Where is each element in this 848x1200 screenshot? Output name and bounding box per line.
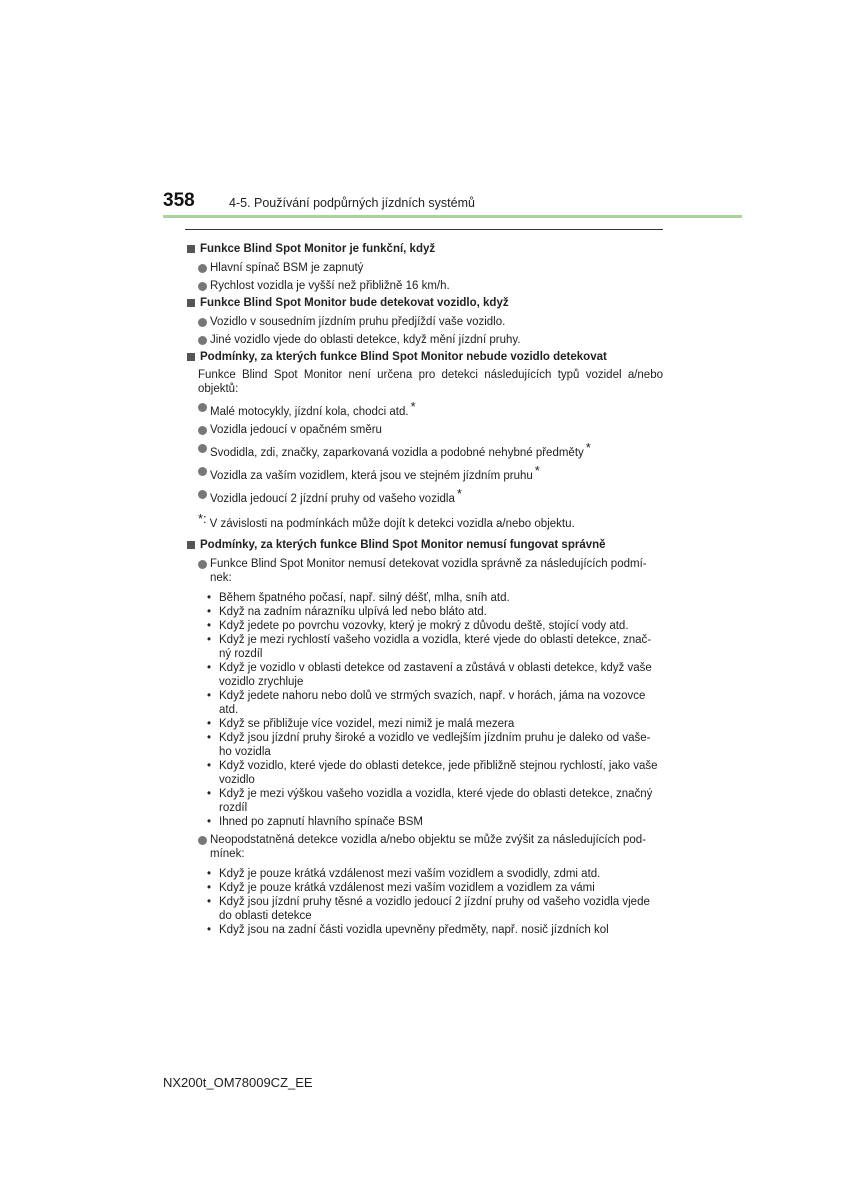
sub-list [185,867,663,937]
circle-bullet-icon [198,426,207,435]
dot-icon: • [207,896,212,908]
list-item: Vozidla jedoucí 2 jízdní pruhy od vašeho vozidla * [198,487,663,506]
dot-icon: • [207,690,212,702]
section-title: 4-5. Používání podpůrných jízdních systémů [229,196,475,210]
sub-list-item: • Když jsou na zadní části vozidla upevněny předměty, např. nosič jízdních kol [207,924,609,936]
circle-bullet-icon [198,467,207,476]
dot-icon: • [207,924,212,936]
footnote-mark: * [585,440,591,455]
header-rule [163,215,742,218]
sub-list-item: • Když je pouze krátká vzdálenost mezi vaším vozidlem a vozidlem za vámi [207,882,595,894]
circle-bullet-icon [198,282,207,291]
circle-bullet-icon [198,318,207,327]
dot-icon: • [207,816,212,828]
sub-list-item: • Když jsou jízdní pruhy široké a vozidlo ve vedlejším jízdním pruhu je daleko od vaše-ho vozidla [207,732,651,758]
circle-bullet-icon [198,560,207,569]
circle-bullet-icon [198,490,207,499]
circle-bullet-icon [198,336,207,345]
dot-icon: • [207,732,212,744]
sub-list-item: • Když jedete nahoru nebo dolů ve strmých svazích, např. v horách, jáma na vozovce atd. [207,690,646,716]
sub-list-item: • Ihned po zapnutí hlavního spínače BSM [207,816,423,828]
circle-bullet-icon [198,836,207,845]
sub-list-item: • Když na zadním nárazníku ulpívá led nebo bláto atd. [207,606,487,618]
footnote-mark: * [534,463,540,478]
dot-icon: • [207,620,212,632]
section-heading: Funkce Blind Spot Monitor bude detekovat vozidlo, když [185,295,663,311]
circle-bullet-icon [198,403,207,412]
content [185,229,663,938]
sub-list-item: • Když vozidlo, které vjede do oblasti detekce, jede přibližně stejnou rychlostí, jako vaše vozidlo [207,760,658,786]
sub-list-item: • Když je vozidlo v oblasti detekce od zastavení a zůstává v oblasti detekce, když vaše vozidlo zrychluje [207,662,652,688]
dot-icon: • [207,788,212,800]
list-item: Hlavní spínač BSM je zapnutý [198,261,663,275]
dot-icon: • [207,634,212,646]
dot-icon: • [207,718,212,730]
dot-icon: • [207,760,212,772]
dot-icon: • [207,592,212,604]
sub-list-item: • Během špatného počasí, např. silný déšť, mlha, sníh atd. [207,592,510,604]
sub-list-item: • Když jsou jízdní pruhy těsné a vozidlo jedoucí 2 jízdní pruhy od vašeho vozidla vjede do oblasti detekce [207,896,650,922]
section-heading: Funkce Blind Spot Monitor je funkční, když [185,241,663,257]
square-bullet-icon [187,541,195,549]
footnote: *: V závislosti na podmínkách může dojít k detekci vozidla a/nebo objektu. [198,511,575,530]
dot-icon: • [207,868,212,880]
footnote-marker: *: [198,511,207,526]
section-heading: Podmínky, za kterých funkce Blind Spot Monitor nemusí fungovat správně [185,537,663,553]
sub-list-item: • Když je mezi výškou vašeho vozidla a vozidla, které vjede do oblasti detekce, značný rozdíl [207,788,653,814]
page-number: 358 [163,190,195,211]
circle-bullet-icon [198,264,207,273]
square-bullet-icon [187,299,195,307]
list-item: Neopodstatněná detekce vozidla a/nebo objektu se může zvýšit za následujících pod-mínek: [198,833,663,861]
section-heading: Podmínky, za kterých funkce Blind Spot Monitor nebude vozidlo detekovat [185,349,663,365]
list-item: Vozidlo v sousedním jízdním pruhu předjíždí vaše vozidlo. [198,315,663,329]
sub-list-item: • Když jedete po povrchu vozovky, který je mokrý z důvodu deště, stojící vody atd. [207,620,629,632]
square-bullet-icon [187,245,195,253]
square-bullet-icon [187,353,195,361]
sub-list-item: • Když se přibližuje více vozidel, mezi nimiž je malá mezera [207,718,515,730]
section-intro: Funkce Blind Spot Monitor není určena pro detekci následujících typů vozidel a/nebo objektů: [198,369,663,395]
footnote-mark: * [410,399,416,414]
list-item: Funkce Blind Spot Monitor nemusí detekovat vozidla správně za následujících podmí-nek: [198,557,663,585]
list-item: Rychlost vozidla je vyšší než přibližně 16 km/h. [198,279,663,293]
sub-list [185,591,663,829]
circle-bullet-icon [198,444,207,453]
sub-list-item: • Když je mezi rychlostí vašeho vozidla a vozidla, které vjede do oblasti detekce, znač-ný rozdíl [207,634,652,660]
dot-icon: • [207,606,212,618]
list-item: Svodidla, zdi, značky, zaparkovaná vozidla a podobné nehybné předměty * [198,441,663,460]
dot-icon: • [207,882,212,894]
footnote-mark: * [456,486,462,501]
list-item: Malé motocykly, jízdní kola, chodci atd. * [198,400,663,419]
list-item: Jiné vozidlo vjede do oblasti detekce, když mění jízdní pruhy. [198,333,663,347]
list-item: Vozidla za vaším vozidlem, která jsou ve stejném jízdním pruhu * [198,464,663,483]
document-code: NX200t_OM78009CZ_EE [163,1075,313,1090]
dot-icon: • [207,662,212,674]
list-item: Vozidla jedoucí v opačném směru [198,423,663,437]
sub-list-item: • Když je pouze krátká vzdálenost mezi vaším vozidlem a svodidly, zdmi atd. [207,868,601,880]
